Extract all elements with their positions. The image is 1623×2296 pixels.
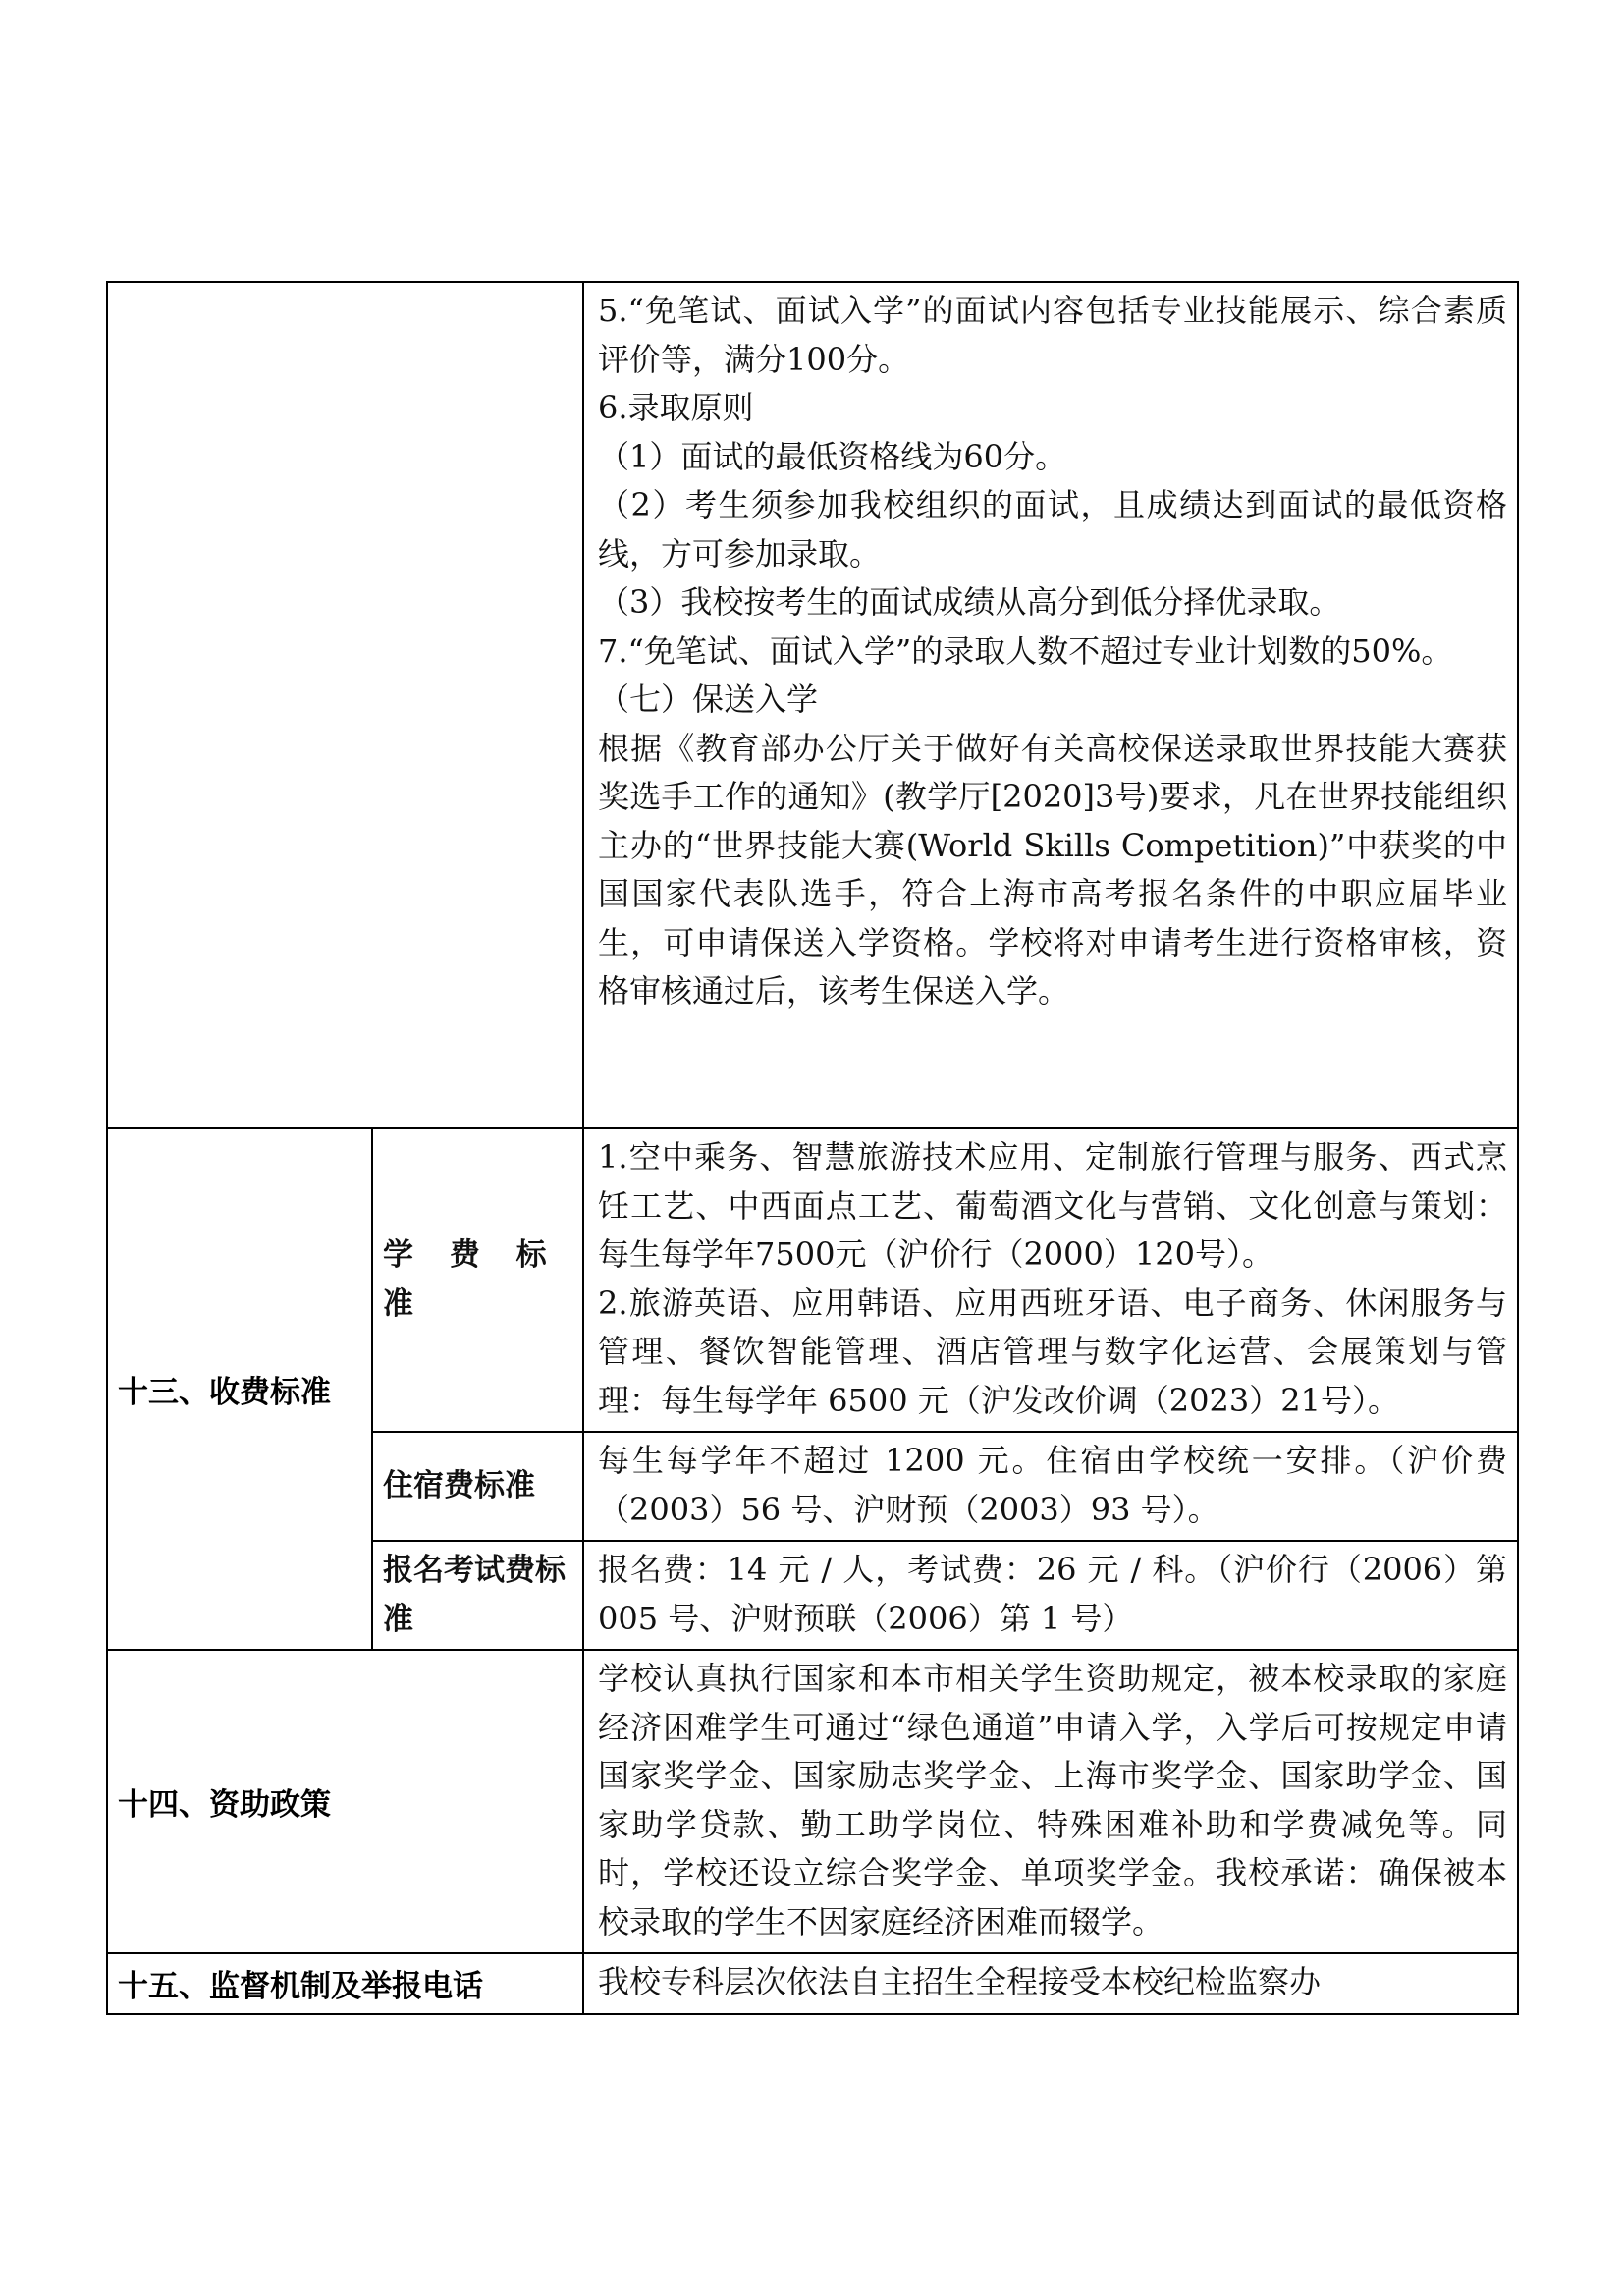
- item-6-2: （2）考生须参加我校组织的面试，且成绩达到面试的最低资格线，方可参加录取。: [598, 486, 1507, 573]
- supervision-content: 我校专科层次依法自主招生全程接受本校纪检监察办: [583, 1953, 1518, 2014]
- tuition-label: 学 费 标 准: [372, 1128, 583, 1432]
- aid-row: [107, 1650, 1518, 1953]
- exam-fee-label: 报名考试费标准: [372, 1541, 583, 1650]
- continued-row: [107, 282, 1518, 1128]
- tuition-item-2: 2.旅游英语、应用韩语、应用西班牙语、电子商务、休闲服务与管理、餐饮智能管理、酒店管理与数字化运营、会展策划与管理：每生每学年 6500 元（沪发改价调（2023）21号）。: [598, 1284, 1507, 1419]
- fees-tuition-row: [107, 1128, 1518, 1432]
- aid-heading: 十四、资助政策: [107, 1650, 583, 1953]
- admission-info-table: [106, 281, 1519, 2015]
- item-6-1: （1）面试的最低资格线为60分。: [598, 437, 1067, 475]
- supervision-heading: 十五、监督机制及举报电话: [107, 1953, 583, 2014]
- item-6-admission-principle: 6.录取原则: [598, 389, 754, 426]
- lodging-label: 住宿费标准: [372, 1432, 583, 1541]
- item-6-3: （3）我校按考生的面试成绩从高分到低分择优录取。: [598, 583, 1341, 621]
- exam-fee-content: 报名费：14 元 / 人，考试费：26 元 / 科。（沪价行（2006）第 005 号、沪财预联（2006）第 1 号）: [583, 1541, 1518, 1650]
- tuition-content: [583, 1128, 1518, 1432]
- supervision-row: [107, 1953, 1518, 2014]
- aid-content: 学校认真执行国家和本市相关学生资助规定，被本校录取的家庭经济困难学生可通过“绿色通道”申请入学，入学后可按规定申请国家奖学金、国家励志奖学金、上海市奖学金、国家助学金、国家助学贷款、勤工助学岗位、特殊困难补助和学费减免等。同时，学校还设立综合奖学金、单项奖学金。我校承诺：确保被本校录取的学生不因家庭经济困难而辍学。: [583, 1650, 1518, 1953]
- section-7-recommendation-body: 根据《教育部办公厅关于做好有关高校保送录取世界技能大赛获奖选手工作的通知》(教学厅[2020]3号)要求，凡在世界技能组织主办的“世界技能大赛(World Skills Competition)”中获奖的中国国家代表队选手，符合上海市高考报名条件的中职应届毕业生，可申请保送入学资格。学校将对申请考生进行资格审核，资格审核通过后，该考生保送入学。: [598, 729, 1507, 1010]
- continued-row-content: [583, 282, 1518, 1128]
- section-7-recommendation-heading: （七）保送入学: [598, 681, 819, 718]
- item-5-interview-content: 5.“免笔试、面试入学”的面试内容包括专业技能展示、综合素质评价等，满分100分。: [598, 292, 1507, 378]
- item-7-quota: 7.“免笔试、面试入学”的录取人数不超过专业计划数的50%。: [598, 631, 1453, 670]
- lodging-content: 每生每学年不超过 1200 元。住宿由学校统一安排。（沪价费（2003）56 号、沪财预（2003）93 号）。: [583, 1432, 1518, 1541]
- continued-row-heading-cell: [107, 282, 583, 1128]
- tuition-item-1: 1.空中乘务、智慧旅游技术应用、定制旅行管理与服务、西式烹饪工艺、中西面点工艺、葡萄酒文化与营销、文化创意与策划：每生每学年7500元（沪价行（2000）120号）。: [598, 1138, 1507, 1273]
- fees-heading: 十三、收费标准: [107, 1128, 372, 1650]
